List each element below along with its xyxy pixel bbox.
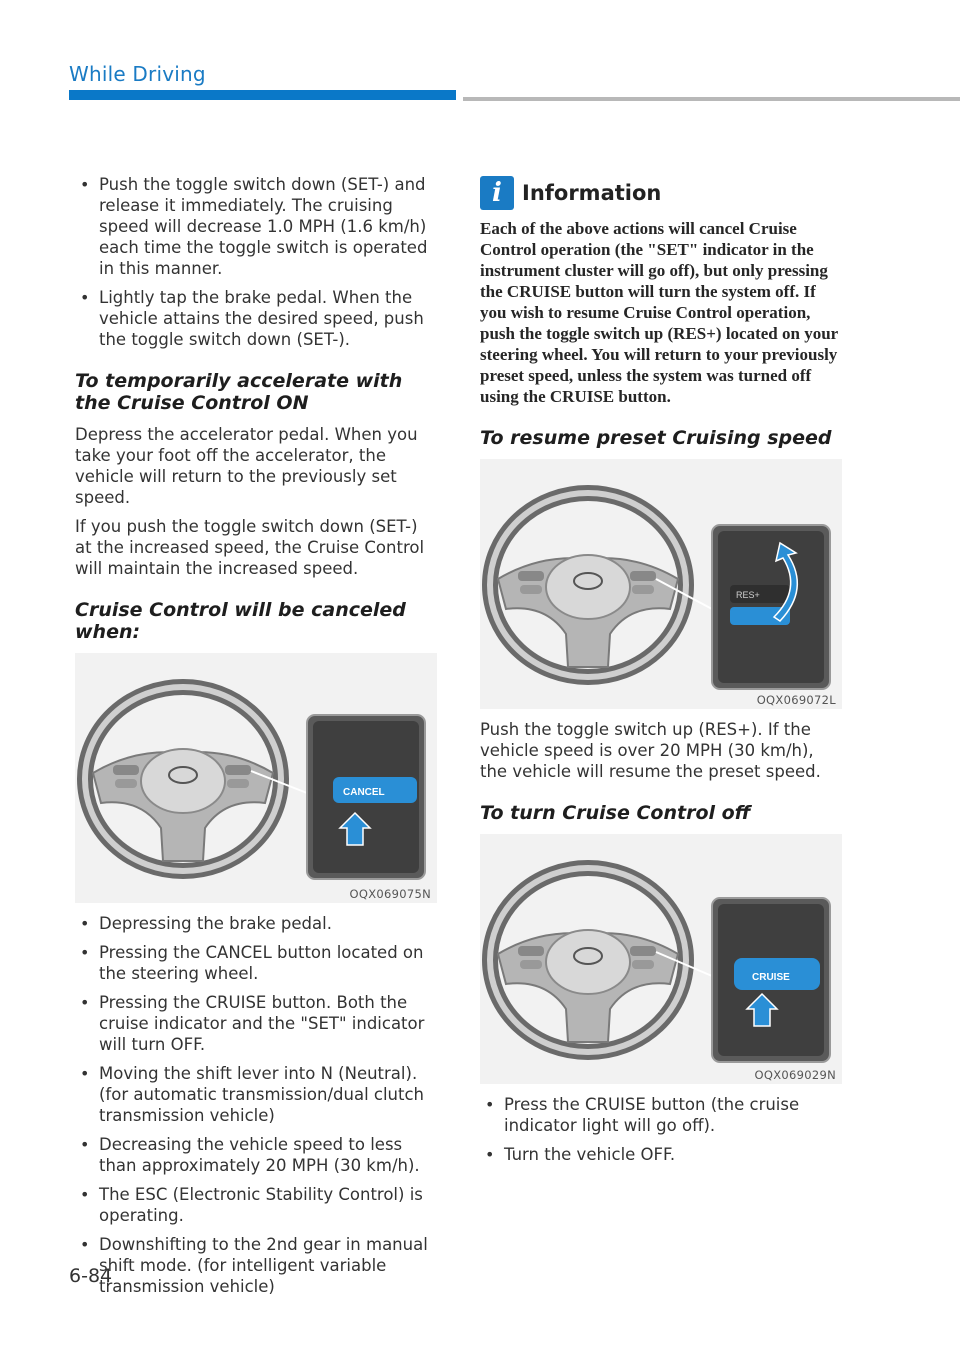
heading-off: To turn Cruise Control off (480, 802, 751, 824)
figure-resume-switch (480, 459, 842, 709)
information-title: Information (522, 181, 662, 205)
section-title: While Driving (69, 62, 206, 86)
list-item: • Lightly tap the brake pedal. When the vehicle attains the desired speed, push the toggle switch down (SET-). (75, 287, 437, 350)
header-accent-bar (69, 90, 456, 100)
list-item: • The ESC (Electronic Stability Control) is operating. (75, 1184, 437, 1226)
list-item: • Decreasing the vehicle speed to less than approximately 20 MPH (30 km/h). (75, 1134, 437, 1176)
figure-cancel-button (75, 653, 437, 903)
figure-code: OQX069029N (754, 1068, 836, 1082)
turn-off-list (480, 1094, 842, 1165)
header-rule (463, 97, 960, 101)
list-item: • Downshifting to the 2nd gear in manual shift mode. (for intelligent variable transmission vehicle) (75, 1234, 437, 1297)
paragraph: If you push the toggle switch down (SET-) at the increased speed, the Cruise Control will maintain the increased speed. (75, 517, 425, 578)
list-item: • Pressing the CRUISE button. Both the cruise indicator and the "SET" indicator will turn OFF. (75, 992, 437, 1055)
figure-button-label: CANCEL (343, 787, 385, 798)
figure-button-label: RES+ (736, 590, 760, 600)
list-item: • Depressing the brake pedal. (75, 913, 437, 934)
information-icon: i (480, 176, 514, 210)
list-item: • Turn the vehicle OFF. (480, 1144, 842, 1165)
list-item: • Press the CRUISE button (the cruise indicator light will go off). (480, 1094, 842, 1136)
paragraph: Push the toggle switch up (RES+). If the vehicle speed is over 20 MPH (30 km/h), the vehicle will resume the preset speed. (480, 720, 821, 781)
paragraph: Depress the accelerator pedal. When you take your foot off the accelerator, the vehicle will return to the previously set speed. (75, 425, 418, 507)
list-item: • Pressing the CANCEL button located on the steering wheel. (75, 942, 437, 984)
left-column (75, 174, 437, 1305)
figure-cruise-button (480, 834, 842, 1084)
right-column (480, 174, 842, 1173)
speed-decrease-list (75, 174, 437, 350)
steering-wheel-illustration (480, 459, 842, 709)
cancel-conditions-list (75, 913, 437, 1297)
heading-canceled: Cruise Control will be canceled when: (75, 599, 406, 643)
figure-button-label: CRUISE (752, 972, 790, 983)
list-item: • Push the toggle switch down (SET-) and release it immediately. The cruising speed will decrease 1.0 MPH (1.6 km/h) each time the toggle switch is operated in this manner. (75, 174, 437, 279)
figure-code: OQX069072L (756, 693, 836, 707)
page-number: 6-84 (69, 1265, 113, 1287)
heading-resume: To resume preset Cruising speed (480, 427, 832, 449)
heading-accelerate: To temporarily accelerate with the Cruise Control ON (75, 370, 403, 414)
information-text: Each of the above actions will cancel Cruise Control operation (the "SET" indicator in the instrument cluster will go off), but only pressing the CRUISE button will turn the system off. If you wish to resume Cruise Control operation, push the toggle switch up (RES+) located on your steering wheel. You will return to your previously preset speed, unless the system was turned off using the CRUISE button. (480, 219, 838, 406)
steering-wheel-illustration (75, 653, 437, 903)
figure-code: OQX069075N (349, 887, 431, 901)
steering-wheel-illustration (480, 834, 842, 1084)
information-header (480, 176, 842, 210)
list-item: • Moving the shift lever into N (Neutral). (for automatic transmission/dual clutch transmission vehicle) (75, 1063, 437, 1126)
